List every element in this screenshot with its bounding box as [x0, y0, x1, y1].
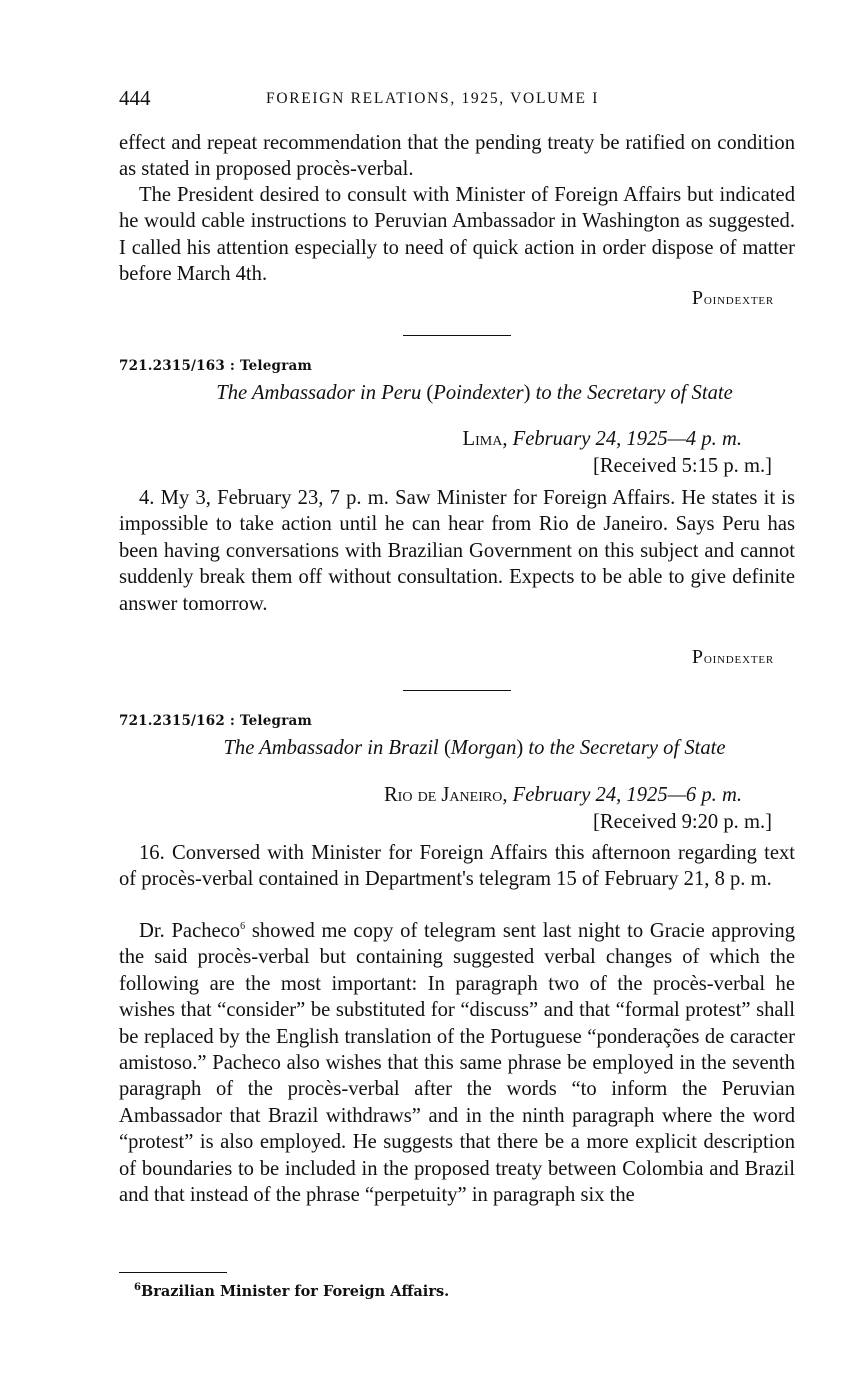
footnote-marker: 6: [134, 1282, 141, 1294]
title-lead: The Ambassador in Brazil: [223, 737, 444, 759]
running-title: FOREIGN RELATIONS, 1925, VOLUME I: [266, 90, 600, 107]
title-paren-open: (: [443, 737, 451, 759]
signature-rest: oindexter: [703, 650, 774, 667]
page-number: 444: [119, 86, 151, 110]
telegram-body: 16. Conversed with Minister for Foreign Affairs this afternoon regarding text of procès-verbal contained in Department's telegram 15 of February 21, 8 p. m.: [119, 842, 795, 891]
title-tail: to the Secretary of State: [530, 382, 733, 404]
title-name: Poindexter: [433, 382, 524, 404]
footnote: [134, 1283, 449, 1300]
title-paren-open: (: [426, 382, 434, 404]
dateline-date: February 24, 1925—4 p. m.: [512, 428, 742, 450]
signature-poindexter-1: [692, 287, 774, 310]
signature-rest: oindexter: [703, 291, 774, 308]
dateline: Rio de Janeiro, February 24, 1925—6 p. m.: [383, 784, 742, 806]
received-note: [Received 5:15 p. m.]: [593, 455, 772, 477]
file-reference: 721.2315/163 : Telegram: [119, 358, 312, 374]
title-name: Morgan: [450, 737, 517, 759]
pacheco-paragraph: [119, 918, 795, 1208]
president-paragraph: The President desired to consult with Minister of Foreign Affairs but indicated he would cable instructions to Peruvian Ambassador in Washington as suggested. I called his attention especially to need of quick action in order dispose of matter before March 4th.: [119, 184, 795, 286]
signature-initial: P: [691, 287, 704, 309]
footnote-divider: [119, 1272, 227, 1273]
signature-initial: P: [691, 646, 704, 668]
title-tail: to the Secretary of State: [523, 737, 726, 759]
received-note: [Received 9:20 p. m.]: [593, 811, 772, 833]
signature-poindexter-2: [692, 646, 774, 669]
footnote-reference: 6: [240, 921, 246, 933]
title-paren-close: ): [523, 382, 531, 404]
file-reference: 721.2315/162 : Telegram: [119, 713, 312, 729]
section-divider: [403, 335, 511, 336]
title-paren-close: ): [516, 737, 524, 759]
footnote-text: Brazilian Minister for Foreign Affairs.: [140, 1283, 450, 1300]
continuation-paragraph: effect and repeat recommendation that the pending treaty be ratified on condition as stated in proposed procès-verbal.: [119, 132, 795, 181]
telegram-body: 4. My 3, February 23, 7 p. m. Saw Minister for Foreign Affairs. He states it is impossible to take action until he can hear from Rio de Janeiro. Says Peru has been having conversations with Brazilian Government on this subject and cannot suddenly break them off without consultation. Expects to be able to give definite answer tomorrow.: [119, 487, 795, 615]
section-divider: [403, 690, 511, 691]
document-title: [119, 382, 830, 405]
pacheco-text: showed me copy of telegram sent last night to Gracie approving the said procès-verbal but containing suggested verbal changes of which the following are the most important: In paragraph two of the procès-verbal he wishes that “consider” be substituted for “discuss” and that “formal protest” shall be replaced by the English translation of the Portuguese “ponderações de caracter amistoso.” Pacheco also wishes that this same phrase be employed in the seventh paragraph of the procès-verbal after the words “to inform the Peruvian Ambassador that Brazil withdraws” and in the ninth paragraph where the word “protest” is also employed. He suggests that there be a more explicit description of boundaries to be included in the proposed treaty between Colombia and Brazil and that instead of the phrase “perpetuity” in paragraph six the: [119, 920, 795, 1207]
title-lead: The Ambassador in Peru: [216, 382, 427, 404]
document-title: [119, 737, 830, 760]
dateline-place: Lima: [462, 428, 503, 450]
dateline-date: February 24, 1925—6 p. m.: [512, 784, 742, 806]
dateline: Lima, February 24, 1925—4 p. m.: [462, 428, 742, 450]
dateline-place: Rio de Janeiro: [383, 784, 503, 806]
pacheco-lead: Dr. Pacheco: [139, 920, 241, 942]
